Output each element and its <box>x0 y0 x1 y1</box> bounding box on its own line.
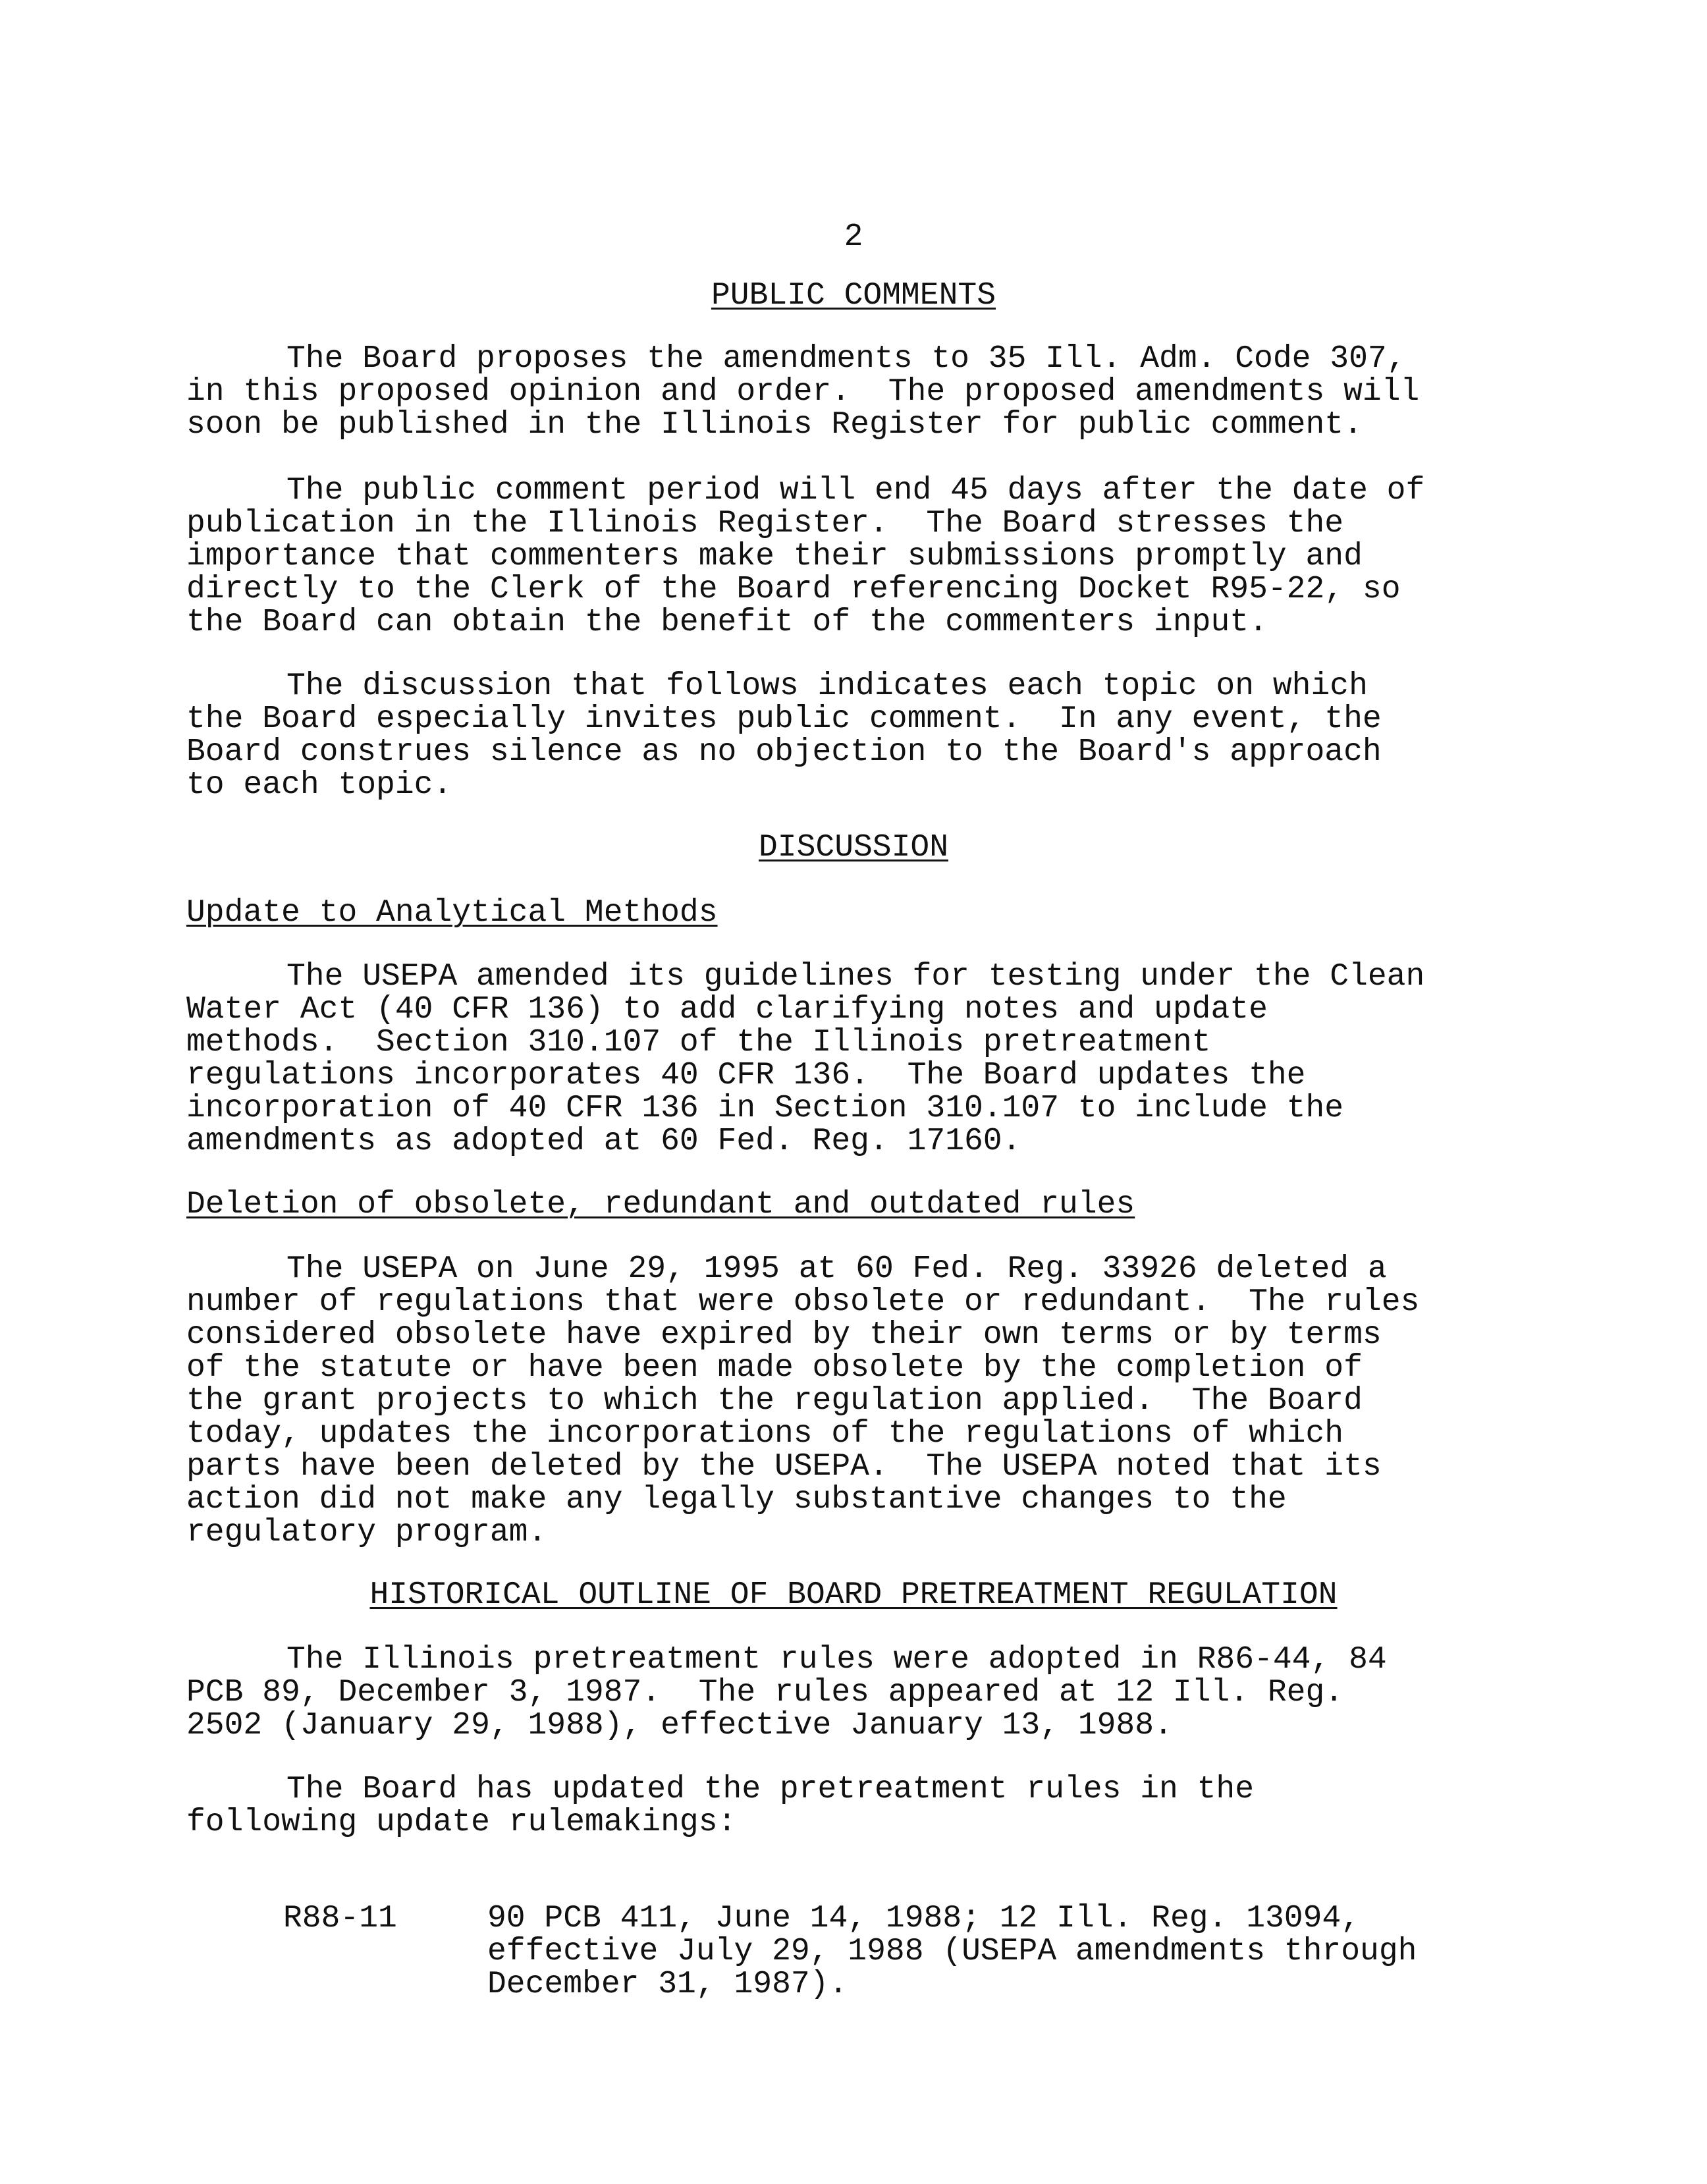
text-line: publication in the Illinois Register. The Board stresses the <box>186 506 1344 541</box>
text-line: 2502 (January 29, 1988), effective January 13, 1988. <box>186 1708 1173 1743</box>
text-line: following update rulemakings: <box>186 1805 737 1840</box>
text-line: the Board can obtain the benefit of the commenters input. <box>186 605 1268 640</box>
text-line: The Illinois pretreatment rules were adopted in R86-44, 84 <box>286 1642 1387 1678</box>
text-line: incorporation of 40 CFR 136 in Section 310.107 to include the <box>186 1091 1344 1126</box>
text-line: The Board proposes the amendments to 35 Ill. Adm. Code 307, <box>286 341 1406 377</box>
text-line: 90 PCB 411, June 14, 1988; 12 Ill. Reg. 13094, <box>487 1901 1361 1936</box>
text-line: the Board especially invites public comment. In any event, the <box>186 701 1382 737</box>
text-line: regulatory program. <box>186 1515 547 1550</box>
text-line: Board construes silence as no objection to the Board's approach <box>186 734 1382 770</box>
text-line: today, updates the incorporations of the regulations of which <box>186 1416 1344 1452</box>
text-line: The USEPA amended its guidelines for testing under the Clean <box>286 959 1425 995</box>
text-line: considered obsolete have expired by their own terms or by terms <box>186 1317 1382 1353</box>
text-line: importance that commenters make their submissions promptly and <box>186 539 1363 574</box>
deletion-paragraph <box>186 1253 1536 1549</box>
text-line: The USEPA on June 29, 1995 at 60 Fed. Reg. 33926 deleted a <box>286 1251 1387 1287</box>
public-comments-paragraph-2 <box>186 474 1536 639</box>
docket-entry <box>487 1902 1541 2001</box>
public-comments-paragraph-3 <box>186 670 1536 802</box>
historical-paragraph-1 <box>186 1643 1536 1742</box>
page-number: 2 <box>844 219 863 255</box>
text-line: methods. Section 310.107 of the Illinois pretreatment <box>186 1025 1211 1060</box>
text-line: The discussion that follows indicates each topic on which <box>286 669 1368 704</box>
analytical-methods-paragraph <box>186 960 1536 1158</box>
text-line: December 31, 1987). <box>487 1967 848 2002</box>
text-line: amendments as adopted at 60 Fed. Reg. 17160. <box>186 1124 1021 1159</box>
deletion-obsolete-rules-heading: Deletion of obsolete, redundant and outdated rules <box>186 1187 1135 1222</box>
public-comments-heading: PUBLIC COMMENTS <box>711 278 996 314</box>
text-line: parts have been deleted by the USEPA. The USEPA noted that its <box>186 1449 1382 1485</box>
text-line: in this proposed opinion and order. The proposed amendments will <box>186 374 1420 410</box>
discussion-heading: DISCUSSION <box>758 830 949 865</box>
historical-paragraph-2 <box>186 1773 1536 1839</box>
text-line: of the statute or have been made obsolete by the completion of <box>186 1350 1363 1386</box>
update-analytical-methods-heading: Update to Analytical Methods <box>186 895 718 931</box>
text-line: directly to the Clerk of the Board referencing Docket R95-22, so <box>186 572 1401 607</box>
text-line: effective July 29, 1988 (USEPA amendments through <box>487 1934 1417 1969</box>
text-line: number of regulations that were obsolete or redundant. The rules <box>186 1284 1420 1320</box>
text-line: the grant projects to which the regulation applied. The Board <box>186 1383 1363 1419</box>
historical-outline-heading: HISTORICAL OUTLINE OF BOARD PRETREATMENT REGULATION <box>369 1577 1338 1613</box>
docket-label: R88-11 <box>283 1901 397 1936</box>
text-line: regulations incorporates 40 CFR 136. The Board updates the <box>186 1058 1306 1093</box>
text-line: soon be published in the Illinois Register for public comment. <box>186 407 1363 443</box>
public-comments-paragraph-1 <box>186 342 1536 441</box>
text-line: Water Act (40 CFR 136) to add clarifying notes and update <box>186 992 1268 1027</box>
text-line: The public comment period will end 45 days after the date of <box>286 473 1425 508</box>
text-line: PCB 89, December 3, 1987. The rules appeared at 12 Ill. Reg. <box>186 1675 1344 1710</box>
text-line: action did not make any legally substantive changes to the <box>186 1482 1287 1517</box>
text-line: to each topic. <box>186 767 452 803</box>
text-line: The Board has updated the pretreatment rules in the <box>286 1772 1255 1807</box>
